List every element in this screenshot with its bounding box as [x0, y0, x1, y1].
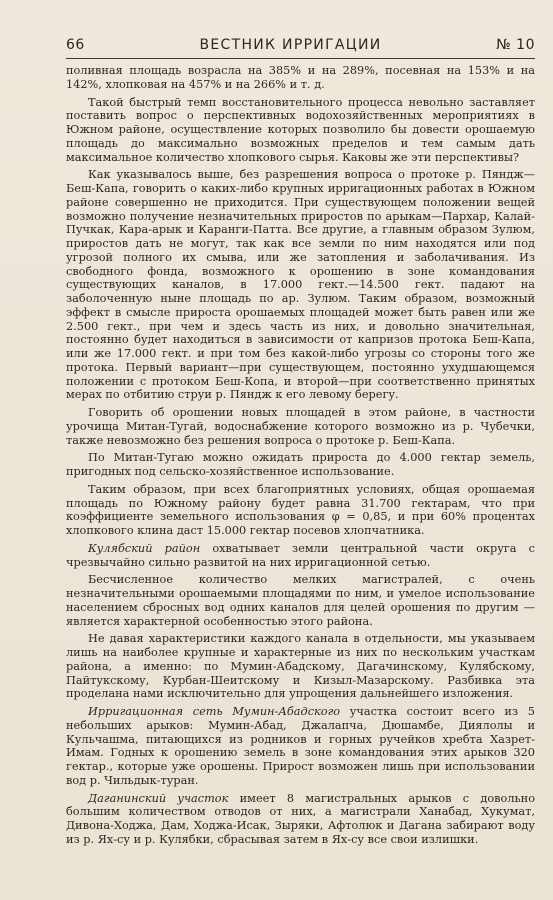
paragraph-mumin-abad: Ирригационная сеть Мумин-Абадского участка состоит всего из 5 небольших арыков: Мумин-Абад, Джалапча, Дюшамбе, Диялолы и Кульчашма, питающихся из родников и горных ручейков хребта Хазрет-Имам. Годных к орошению земель в зоне командования этих арыков 320 гектар., которые уже орошены. Прирост возможен лишь при использовании вод р. Чильдык-туран.: [66, 705, 535, 787]
paragraph: Такой быстрый темп восстановительного процесса невольно заставляет поставить вопрос о перспективных водохозяйственных мероприятиях в Южном районе, осуществление которых позволило бы довести орошаемую площадь до максимально возможных пределов и тем самым дать максимальное количество хлопкового сырья. Каковы же эти перспективы?: [66, 95, 535, 164]
issue-number: № 10: [496, 37, 535, 53]
paragraph-kulyab-district: Кулябский район охватывает земли центральной части округа с чрезвычайно сильно развитой на них ирригационной сетью.: [66, 541, 535, 569]
paragraph-dagana: Даганинский участок имеет 8 магистральных арыков с довольно большим количеством отводов от них, а магистрали Ханабад, Хукумат, Дивона-Ходжа, Дам, Ходжа-Исак, Зыряки, Афтолюк и Дагана забирают воду из р. Ях-су и р. Кулябки, сбрасывая затем в Ях-су все свои излишки.: [66, 791, 535, 846]
paragraph: Не давая характеристики каждого канала в отдельности, мы указываем лишь на наиболее крупные и характерные из них по нескольким участкам района, а именно: по Мумин-Абадскому, Дагачинскому, Кулябскому, Пайтукскому, Курбан-Шеитскому и Кизыл-Мазарскому. Разбивка эта проделана нами исключительно для упрощения дальнейшего изложения.: [66, 632, 535, 701]
section-lead: Кулябский район: [88, 541, 201, 555]
paragraph: поливная площадь возрасла на 385% и на 289%, посевная на 153% и на 142%, хлопковая на 457% и на 266% и т. д.: [66, 64, 535, 91]
section-lead: Ирригационная сеть Мумин-Абадского: [88, 705, 341, 718]
paragraph: Говорить об орошении новых площадей в этом районе, в частности урочища Митан-Тугай, водоснабжение которого возможно из р. Чубечки, также невозможно без решения вопроса о протоке р. Беш-Капа.: [66, 406, 535, 447]
paragraph: Таким образом, при всех благоприятных условиях, общая орошаемая площадь по Южному району будет равна 31.700 гектарам, что при коэффициенте земельного использования φ = 0,85, и при 60% процентах хлопкового клина даст 15.000 гектар посевов хлопчатника.: [66, 482, 535, 537]
page-header: [66, 34, 535, 56]
page-number: 66: [66, 37, 85, 53]
paragraph: Как указывалось выше, без разрешения вопроса о протоке р. Пяндж—Беш-Капа, говорить о каких-либо крупных ирригационных работах в Южном районе совершенно не приходится. При существующем положении вещей возможно получение незначительных приростов по арыкам—Пархар, Калай-Пучкак, Кара-арык и Каранги-Патта. Все другие, а главным образом Зулюм, приростов дать не могут, так как все земли по ним находятся или под угрозой полного их смыва, или же затопления и заболачивания. Из свободного фонда, возможного к орошению в зоне командования существующих каналов, в 17.000 гект.—14.500 гект. падают на заболоченную ныне площадь по ар. Зулюм. Таким образом, возможный эффект в смысле прироста орошаемых площадей может быть равен или же 2.500 гект., при чем и здесь часть из них, и довольно значительная, постоянно будет находиться в зависимости от капризов протока Беш-Капа, или же 17.000 гект. и при том без какой-либо угрозы со стороны того же протока. Первый вариант—при существующем, постоянно ухудшающемся положении с протоком Беш-Копа, и второй—при соответственно принятых мерах по отбитию струи р. Пяндж к его левому берегу.: [66, 168, 535, 402]
paragraph: Бесчисленное количество мелких магистралей, с очень незначительными орошаемыми площадями по ним, и умелое использование населением сбросных вод одних каналов для целей орошения по другим —является характерной особенностью этого района.: [66, 573, 535, 628]
header-rule: [66, 58, 535, 59]
body-text: [66, 64, 535, 851]
paragraph: По Митан-Тугаю можно ожидать прироста до 4.000 гектар земель, пригодных под сельско-хозяйственное использование.: [66, 451, 535, 478]
journal-title: ВЕСТНИК ИРРИГАЦИИ: [199, 37, 382, 53]
section-lead: Даганинский участок: [88, 791, 229, 805]
